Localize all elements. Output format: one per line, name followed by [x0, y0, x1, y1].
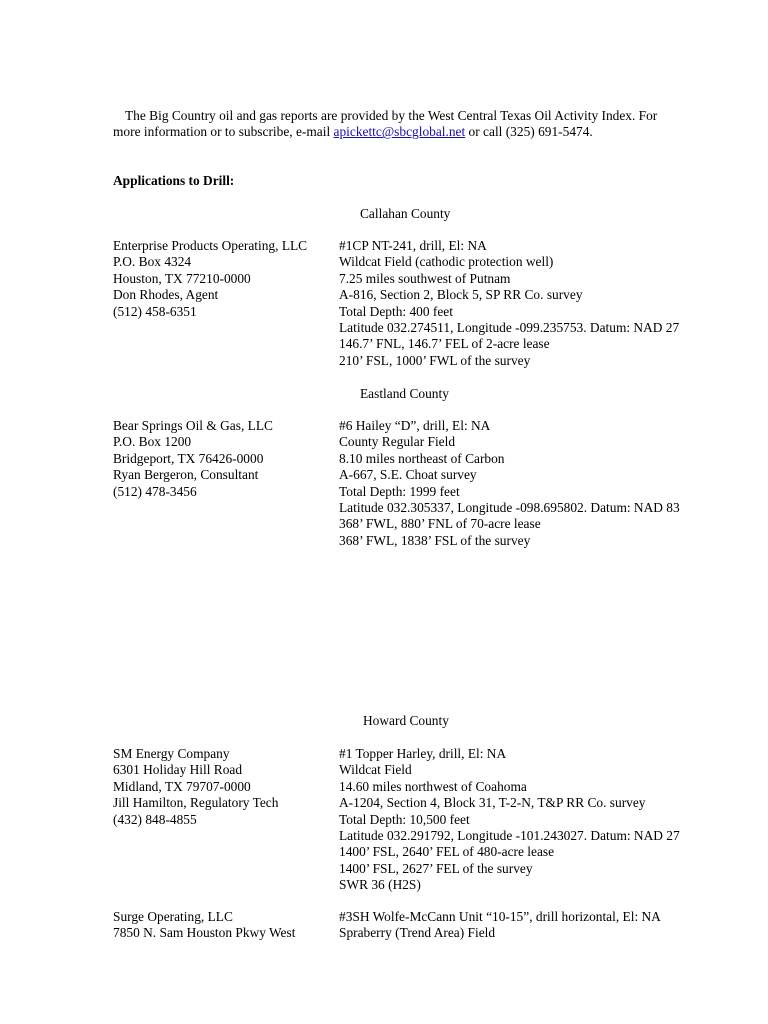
section-heading: Applications to Drill:	[113, 173, 235, 188]
detail-line: County Regular Field	[339, 434, 456, 450]
intro-line-1: The Big Country oil and gas reports are provided by the West Central Texas Oil Activity Index. For	[125, 108, 658, 123]
operator-line: (512) 478-3456	[113, 483, 197, 499]
detail-line: Wildcat Field	[339, 762, 412, 778]
detail-line: A-816, Section 2, Block 5, SP RR Co. survey	[339, 287, 583, 303]
permit-details	[339, 418, 759, 549]
county-heading-callahan: Callahan County	[360, 206, 451, 221]
detail-line: 368’ FWL, 1838’ FSL of the survey	[339, 532, 531, 548]
operator-block	[113, 418, 333, 500]
detail-line: 1400’ FSL, 2627’ FEL of the survey	[339, 860, 533, 876]
detail-line: 146.7’ FNL, 146.7’ FEL of 2-acre lease	[339, 336, 550, 352]
detail-line: A-1204, Section 4, Block 31, T-2-N, T&P RR Co. survey	[339, 795, 646, 811]
operator-line: Don Rhodes, Agent	[113, 287, 219, 303]
detail-line: Wildcat Field (cathodic protection well)	[339, 254, 554, 270]
detail-line: #3SH Wolfe-McCann Unit “10-15”, drill horizontal, El: NA	[339, 909, 661, 924]
operator-line: Houston, TX 77210-0000	[113, 270, 251, 286]
detail-line: A-667, S.E. Choat survey	[339, 467, 477, 483]
operator-line: P.O. Box 4324	[113, 254, 192, 270]
detail-line: Total Depth: 1999 feet	[339, 483, 460, 499]
intro-line-2-suffix: or call (325) 691-5474.	[465, 124, 593, 140]
detail-line: Latitude 032.274511, Longitude -099.235753. Datum: NAD 27	[339, 319, 680, 335]
intro-line-2-prefix: more information or to subscribe, e-mail	[113, 124, 334, 140]
operator-line: (512) 458-6351	[113, 303, 197, 319]
operator-block	[113, 238, 333, 320]
operator-line: 7850 N. Sam Houston Pkwy West	[113, 925, 296, 941]
detail-line: 210’ FSL, 1000’ FWL of the survey	[339, 352, 531, 368]
operator-line: Midland, TX 79707-0000	[113, 778, 251, 794]
detail-line: 1400’ FSL, 2640’ FEL of 480-acre lease	[339, 844, 555, 860]
operator-line: (432) 848-4855	[113, 811, 197, 827]
operator-block	[113, 746, 333, 828]
detail-line: Total Depth: 400 feet	[339, 303, 453, 319]
detail-line: Latitude 032.305337, Longitude -098.695802. Datum: NAD 83	[339, 499, 680, 515]
operator-line: 6301 Holiday Hill Road	[113, 762, 243, 778]
detail-line: Latitude 032.291792, Longitude -101.243027. Datum: NAD 27	[339, 827, 680, 843]
operator-line: Bear Springs Oil & Gas, LLC	[113, 418, 273, 433]
county-heading-eastland: Eastland County	[360, 386, 449, 401]
detail-line: #1CP NT-241, drill, El: NA	[339, 238, 487, 253]
permit-details	[339, 909, 759, 942]
operator-line: Enterprise Products Operating, LLC	[113, 238, 308, 253]
detail-line: 368’ FWL, 880’ FNL of 70-acre lease	[339, 516, 541, 532]
detail-line: 7.25 miles southwest of Putnam	[339, 270, 511, 286]
operator-line: Surge Operating, LLC	[113, 909, 233, 924]
detail-line: 14.60 miles northwest of Coahoma	[339, 778, 527, 794]
detail-line: 8.10 miles northeast of Carbon	[339, 450, 505, 466]
operator-line: P.O. Box 1200	[113, 434, 192, 450]
intro-paragraph	[113, 108, 693, 141]
permit-details	[339, 746, 759, 894]
operator-line: Bridgeport, TX 76426-0000	[113, 450, 264, 466]
detail-line: Spraberry (Trend Area) Field	[339, 925, 496, 941]
detail-line: #6 Hailey “D”, drill, El: NA	[339, 418, 491, 433]
operator-block	[113, 909, 333, 942]
email-link[interactable]: apickettc@sbcglobal.net	[333, 124, 466, 140]
detail-line: SWR 36 (H2S)	[339, 877, 421, 893]
operator-line: Ryan Bergeron, Consultant	[113, 467, 259, 483]
detail-line: #1 Topper Harley, drill, El: NA	[339, 746, 507, 761]
permit-details	[339, 238, 759, 369]
county-heading-howard: Howard County	[363, 713, 449, 728]
intro-line-2	[113, 124, 693, 140]
operator-line: Jill Hamilton, Regulatory Tech	[113, 795, 279, 811]
detail-line: Total Depth: 10,500 feet	[339, 811, 470, 827]
operator-line: SM Energy Company	[113, 746, 230, 761]
